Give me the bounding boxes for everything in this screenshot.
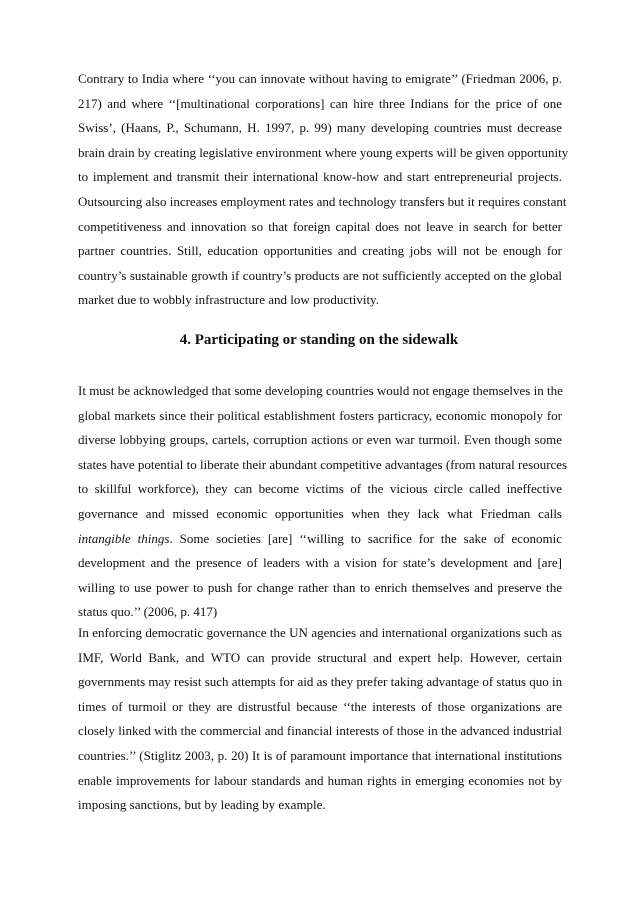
text-line: imposing sanctions, but by leading by example. (78, 797, 326, 813)
text-line: country’s sustainable growth if country’s products are not sufficiently accepted on the global (78, 267, 562, 283)
text-line: governance and missed economic opportunities when they lack what Friedman calls (78, 505, 562, 521)
text-span: . Some societies [are] ‘‘willing to sacrifice for the sake of economic (169, 530, 562, 546)
text-line: diverse lobbying groups, cartels, corruption actions or even war turmoil. Even though some (78, 432, 562, 448)
text-line: IMF, World Bank, and WTO can provide structural and expert help. However, certain (78, 649, 562, 665)
text-line: to skillful workforce), they can become victims of the vicious circle called ineffective (78, 481, 562, 497)
text-line: 217) and where ‘‘[multinational corporations] can hire three Indians for the price of one (78, 95, 562, 111)
text-line: brain drain by creating legislative environment where young experts will be given opportunity (78, 144, 569, 160)
text-line: willing to use power to push for change rather than to enrich themselves and preserve the (78, 579, 562, 595)
text-line: status quo.’’ (2006, p. 417) (78, 604, 218, 620)
text-line: competitiveness and innovation so that foreign capital does not leave in search for better (78, 218, 562, 234)
text-line: countries.’’ (Stiglitz 2003, p. 20) It is of paramount importance that international institutions (78, 747, 562, 763)
text-line: closely linked with the commercial and financial interests of those in the advanced industrial (78, 723, 562, 739)
text-line: to implement and transmit their international know-how and start entrepreneurial projects. (78, 169, 562, 185)
italic-phrase: intangible things (78, 530, 170, 546)
text-line: It must be acknowledged that some developing countries would not engage themselves in the (78, 383, 563, 398)
text-line: partner countries. Still, education opportunities and creating jobs will not be enough for (78, 243, 562, 259)
text-line: governments may resist such attempts for aid as they prefer taking advantage of status quo in (78, 674, 563, 690)
text-line: In enforcing democratic governance the UN agencies and international organizations such as (78, 625, 562, 640)
text-line: Contrary to India where ‘‘you can innovate without having to emigrate’’ (Friedman 2006, p. (78, 71, 562, 86)
text-line: global markets since their political establishment fosters particracy, economic monopoly for (78, 407, 562, 423)
text-line: states have potential to liberate their abundant competitive advantages (from natural resources (78, 456, 568, 472)
paragraph-2 (78, 379, 568, 625)
text-line: Outsourcing also increases employment rates and technology transfers but it requires constant (78, 193, 567, 209)
paragraph-1 (78, 67, 569, 313)
text-line: enable improvements for labour standards and human rights in emerging economies not by (78, 772, 562, 788)
text-line: development and the presence of leaders with a vision for state’s development and [are] (78, 555, 562, 571)
text-line: times of turmoil or they are distrustful because ‘‘the interests of those organizations are (78, 698, 562, 714)
paragraph-3 (78, 621, 562, 818)
text-line-with-italic (78, 527, 562, 552)
section-heading: 4. Participating or standing on the sidewalk (179, 332, 459, 348)
text-line: market due to wobbly infrastructure and low productivity. (78, 292, 379, 308)
text-line: Swiss’, (Haans, P., Schumann, H. 1997, p. 99) many developing countries must decrease (78, 120, 562, 136)
